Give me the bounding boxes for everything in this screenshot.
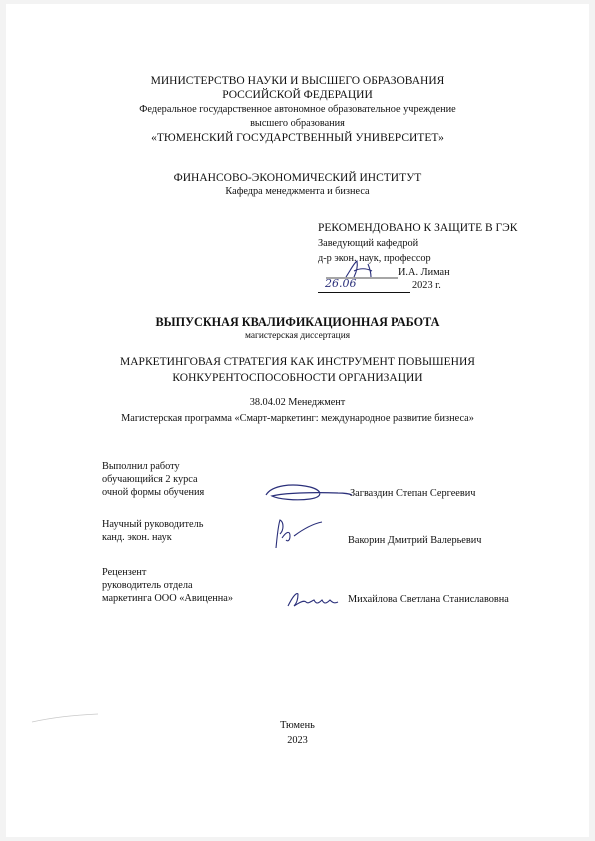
program-name: Магистерская программа «Смарт-маркетинг: международное развитие бизнеса» xyxy=(121,413,474,424)
ministry-line-2: РОССИЙСКОЙ ФЕДЕРАЦИИ xyxy=(222,89,373,101)
year: 2023 xyxy=(287,735,308,746)
author-signature xyxy=(262,479,354,505)
approval-role: Заведующий кафедрой xyxy=(318,238,419,249)
approval-name: И.А. Лиман xyxy=(398,267,450,278)
city: Тюмень xyxy=(280,720,315,731)
signatory-author-role: Выполнил работу обучающийся 2 курса очной формы обучения xyxy=(102,461,205,498)
supervisor-signature xyxy=(266,516,326,552)
signatory-reviewer-role: Рецензент руководитель отдела маркетинга ООО «Авиценна» xyxy=(102,567,234,604)
specialty-code: 38.04.02 Менеджмент xyxy=(249,397,346,408)
work-subtype: магистерская диссертация xyxy=(244,331,351,341)
institute-name: ФИНАНСОВО-ЭКОНОМИЧЕСКИЙ ИНСТИТУТ xyxy=(173,172,422,184)
institution-type-line: Федеральное государственное автономное образовательное учреждение xyxy=(139,104,456,115)
signatory-reviewer-name: Михайлова Светлана Станиславовна xyxy=(348,594,509,605)
work-type: ВЫПУСКНАЯ КВАЛИФИКАЦИОННАЯ РАБОТА xyxy=(155,315,440,329)
reviewer-signature xyxy=(284,588,344,610)
approval-date-handwritten: 26.06 xyxy=(325,277,357,290)
signatory-supervisor-role: Научный руководитель канд. экон. наук xyxy=(102,519,204,543)
signatory-author-name: Загваздин Степан Сергеевич xyxy=(350,488,476,499)
signatory-supervisor-name: Вакорин Дмитрий Валерьевич xyxy=(348,535,482,546)
department-name: Кафедра менеджмента и бизнеса xyxy=(225,186,370,197)
approval-title: РЕКОМЕНДОВАНО К ЗАЩИТЕ В ГЭК xyxy=(318,222,518,234)
approval-year: 2023 г. xyxy=(412,280,441,291)
work-title-line-2: КОНКУРЕНТОСПОСОБНОСТИ ОРГАНИЗАЦИИ xyxy=(172,372,423,384)
institution-level-line: высшего образования xyxy=(250,118,345,129)
university-name: «ТЮМЕНСКИЙ ГОСУДАРСТВЕННЫЙ УНИВЕРСИТЕТ» xyxy=(151,132,444,144)
work-title-line-1: МАРКЕТИНГОВАЯ СТРАТЕГИЯ КАК ИНСТРУМЕНТ ПОВЫШЕНИЯ xyxy=(120,356,475,368)
approval-degree: д-р экон. наук, профессор xyxy=(318,253,431,264)
ministry-line-1: МИНИСТЕРСТВО НАУКИ И ВЫСШЕГО ОБРАЗОВАНИЯ xyxy=(150,75,445,87)
